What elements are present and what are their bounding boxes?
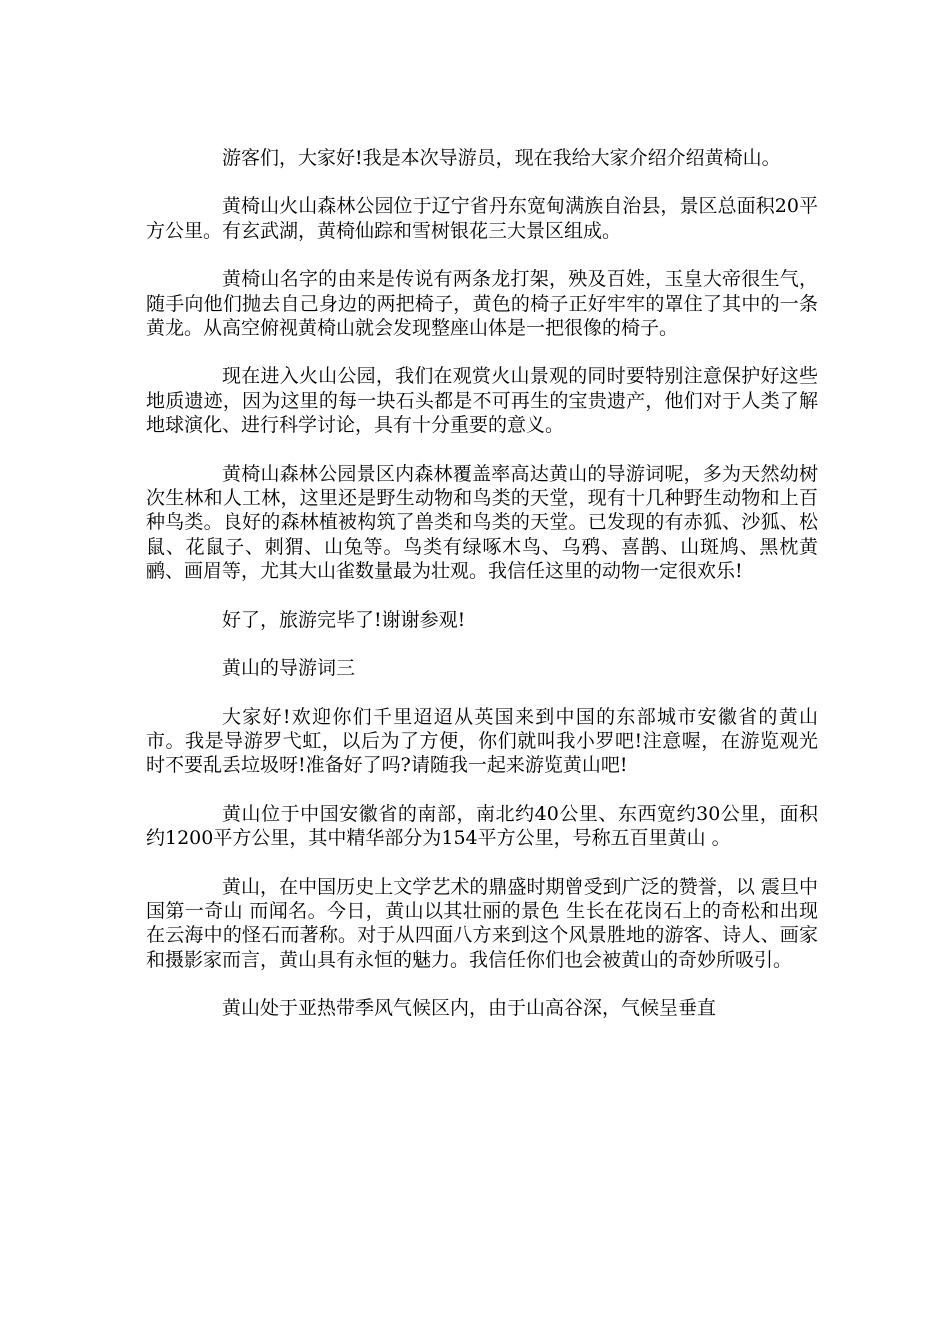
paragraph-intro: 游客们，大家好!我是本次导游员，现在我给大家介绍介绍黄椅山。 xyxy=(222,147,781,169)
paragraph-name-origin: 黄椅山名字的由来是传说有两条龙打架，殃及百姓，玉皇大帝很生气，随手向他们抛去自己身边的两把椅子，黄色的椅子正好牢牢的罩住了其中的一条黄龙。从高空俯视黄椅山就会发现整座山体是一把很像的椅子。 xyxy=(146,268,818,340)
document-body xyxy=(146,146,818,1045)
paragraph-closing: 好了，旅游完毕了!谢谢参观! xyxy=(222,608,466,631)
section-heading: 黄山的导游词三 xyxy=(222,657,356,680)
paragraph-huangshan-location: 黄山位于中国安徽省的南部，南北约40公里、东西宽约30公里，面积约1200平方公里，其中精华部分为154平方公里，号称五百里黄山 。 xyxy=(146,802,818,850)
paragraph-climate: 黄山处于亚热带季风气候区内，由于山高谷深，气候呈垂直 xyxy=(222,997,717,1020)
paragraph-welcome: 大家好!欢迎你们千里迢迢从英国来到中国的东部城市安徽省的黄山市。我是导游罗弋虹，以后为了方便，你们就叫我小罗吧!注意喔，在游览观光时不要乱丢垃圾呀!准备好了吗?请随我一起来游览黄山吧! xyxy=(146,705,818,777)
paragraph-volcano-park: 现在进入火山公园，我们在观赏火山景观的同时要特别注意保护好这些地质遗迹，因为这里的每一块石头都是不可再生的宝贵遗产，他们对于人类了解地球演化、进行科学讨论，具有十分重要的意义。 xyxy=(146,365,818,437)
paragraph-location: 黄椅山火山森林公园位于辽宁省丹东宽甸满族自治县，景区总面积20平方公里。有玄武湖，黄椅仙踪和雪树银花三大景区组成。 xyxy=(146,195,818,242)
paragraph-huangshan-fame: 黄山，在中国历史上文学艺术的鼎盛时期曾受到广泛的赞誉，以 震旦中国第一奇山 而闻名。今日，黄山以其壮丽的景色 生长在花岗石上的奇松和出现在云海中的怪石而著称。对于从四面八方来到这个风景胜地的游客、诗人、画家和摄影家而言，黄山具有永恒的魅力。我信任你们也会被黄山的奇妙所吸引。 xyxy=(146,875,818,971)
paragraph-forest-wildlife: 黄椅山森林公园景区内森林覆盖率高达黄山的导游词呢，多为天然幼树次生林和人工林，这里还是野生动物和鸟类的天堂，现有十几种野生动物和上百种鸟类。良好的森林植被构筑了兽类和鸟类的天堂。已发现的有赤狐、沙狐、松鼠、花鼠子、刺猬、山兔等。鸟类有绿啄木鸟、乌鸦、喜鹊、山斑鸠、黑枕黄鹂、画眉等，尤其大山雀数量最为壮观。我信任这里的动物一定很欢乐! xyxy=(146,462,818,583)
